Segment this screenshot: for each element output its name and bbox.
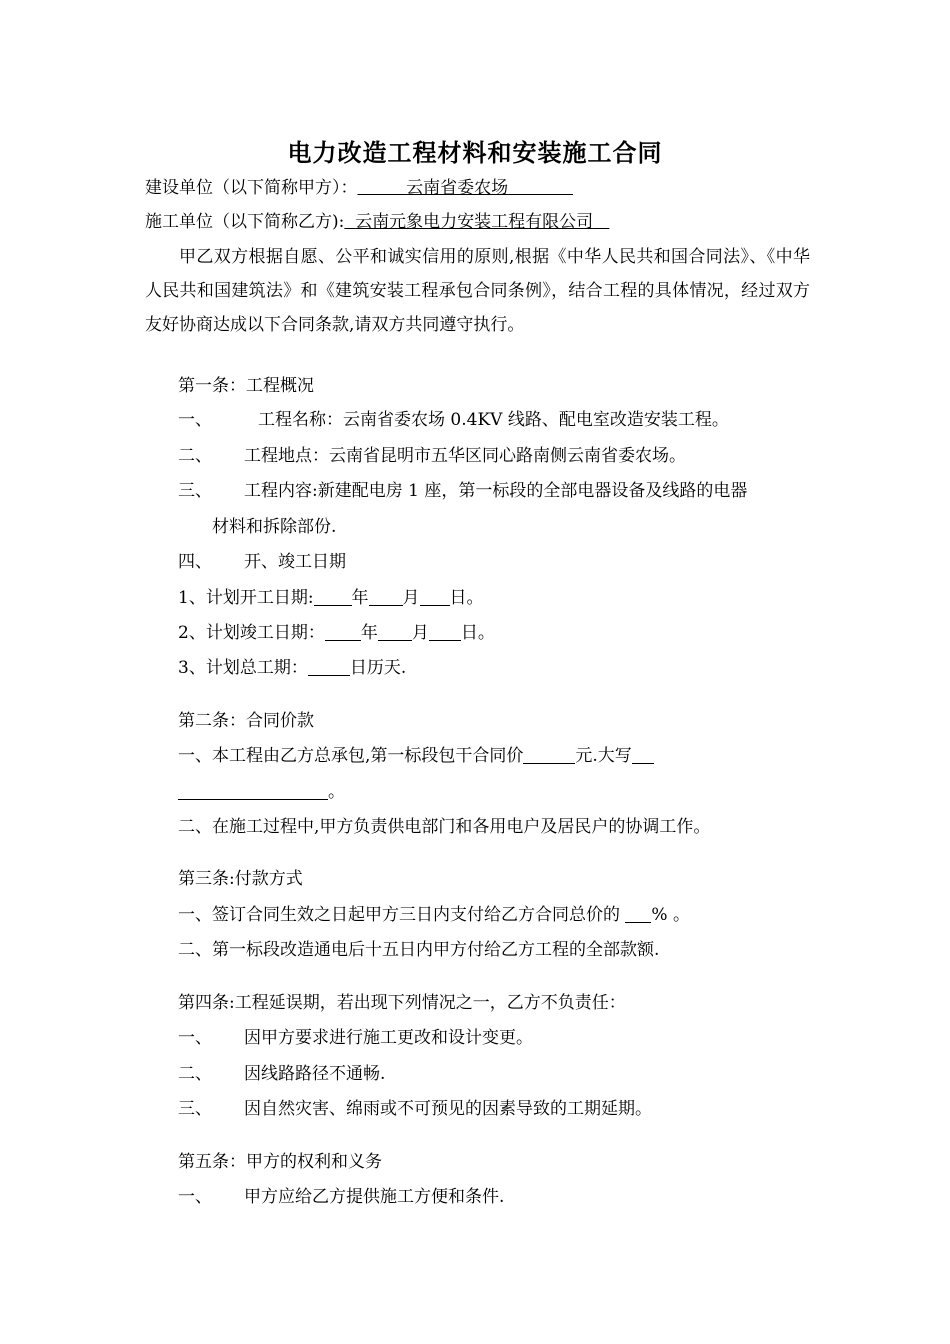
- party-a-label: 建设单位（以下简称甲方）：: [145, 178, 358, 198]
- article-2-item-1-cont: 。: [178, 780, 345, 804]
- party-b-line: [145, 210, 609, 234]
- party-a-value: 云南省委农场: [406, 178, 509, 198]
- party-b-value: 云南元象电力安装工程有限公司: [355, 212, 594, 232]
- article-4-item-1: 一、 因甲方要求进行施工更改和设计变更。: [178, 1028, 533, 1048]
- intro-paragraph: 甲乙双方根据自愿、公平和诚实信用的原则,根据《中华人民共和国合同法》、《中华人民共和国建筑法》和《建筑安装工程承包合同条例》，结合工程的具体情况，经过双方友好协商达成以下合同条款,请双方共同遵守执行。: [145, 247, 810, 335]
- article-5-heading: 第五条：甲方的权利和义务: [178, 1152, 382, 1172]
- document-title: 电力改造工程材料和安装施工合同: [287, 138, 663, 167]
- planned-end-date: 2、计划竣工日期： 年 月 日。: [178, 623, 495, 643]
- party-a-line: [145, 176, 573, 200]
- article-1-heading: 第一条：工程概况: [178, 376, 314, 396]
- article-4-item-3: 三、 因自然灾害、绵雨或不可预见的因素导致的工期延期。: [178, 1099, 652, 1119]
- planned-start-date: 1、计划开工日期: 年 月 日。: [178, 588, 484, 608]
- article-1-item-4: 四、 开、竣工日期: [178, 552, 346, 572]
- article-4-heading: 第四条:工程延误期，若出现下列情况之一，乙方不负责任：: [178, 993, 626, 1013]
- article-5-item-1: 一、 甲方应给乙方提供施工方便和条件.: [178, 1187, 505, 1207]
- article-4-item-2: 二、 因线路路径不通畅.: [178, 1064, 386, 1084]
- article-2-heading: 第二条：合同价款: [178, 711, 314, 731]
- article-2-item-1: 一、本工程由乙方总承包,第一标段包干合同价 元.大写: [178, 744, 654, 768]
- planned-total-duration: 3、计划总工期： 日历天.: [178, 658, 407, 678]
- article-1-item-1: 一、 工程名称：云南省委农场 0.4KV 线路、配电室改造安装工程。: [178, 410, 729, 430]
- article-1-item-3-cont: 材料和拆除部份.: [212, 517, 337, 537]
- article-3-heading: 第三条:付款方式: [178, 869, 303, 889]
- article-1-item-3: 三、 工程内容:新建配电房 1 座，第一标段的全部电器设备及线路的电器: [178, 481, 748, 501]
- article-3-item-1: 一、签订合同生效之日起甲方三日内支付给乙方合同总价的 % 。: [178, 905, 690, 925]
- article-3-item-2: 二、第一标段改造通电后十五日内甲方付给乙方工程的全部款额.: [178, 940, 660, 960]
- party-b-label: 施工单位（以下简称乙方):: [145, 212, 345, 232]
- article-1-item-2: 二、 工程地点：云南省昆明市五华区同心路南侧云南省委农场。: [178, 446, 686, 466]
- article-2-item-2: 二、在施工过程中,甲方负责供电部门和各用电户及居民户的协调工作。: [178, 817, 711, 837]
